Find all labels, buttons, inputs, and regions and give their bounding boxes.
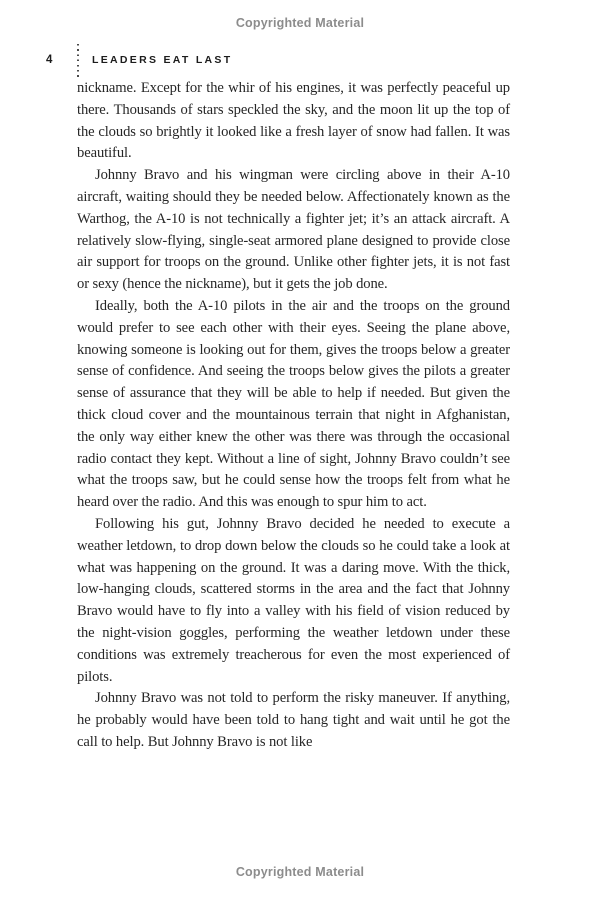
running-title: LEADERS EAT LAST [92,54,233,66]
paragraph: Following his gut, Johnny Bravo decided he needed to execute a weather letdown, to drop down below the clouds so he could take a look at what was happening on the ground. It was a daring move. With the thick, low-hanging clouds, scattered storms in the area and the fact that Johnny Bravo would have to fly into a valley with his field of vision reduced by the night-vision goggles, performing the weather letdown under these conditions was extremely treacherous for even the most experienced of pilots. [77,515,510,685]
dotted-divider [77,44,79,77]
body-text [77,78,510,754]
paragraph: Johnny Bravo was not told to perform the risky maneuver. If anything, he probably would have been told to hang tight and wait until he got the call to help. But Johnny Bravo is not like [77,690,510,750]
paragraph: Ideally, both the A-10 pilots in the air and the troops on the ground would prefer to see each other with their eyes. Seeing the plane above, knowing someone is looking out for them, gives the troops below a greater sense of confidence. And seeing the troops below gives the pilots a greater sense of assurance that they will be able to help if needed. But given the thick cloud cover and the mountainous terrain that night in Afghanistan, the only way either knew the other was there was through the occasional radio contact they kept. Without a line of sight, Johnny Bravo couldn’t see what the troops saw, but he could sense how the troops felt from what he heard over the radio. And this was enough to spur him to act. [77,297,510,511]
running-header [46,42,232,78]
copyright-notice-bottom: Copyrighted Material [235,865,365,879]
paragraph: Johnny Bravo and his wingman were circling above in their A-10 aircraft, waiting should they be needed below. Affectionately known as the Warthog, the A-10 is not technically a fighter jet; it’s an attack aircraft. A relatively slow-flying, single-seat armored plane designed to provide close air support for troops on the ground. Unlike other fighter jets, it is not fast or sexy (hence the nickname), but it gets the job done. [77,167,510,293]
copyright-notice-top: Copyrighted Material [235,16,365,30]
paragraph: nickname. Except for the whir of his engines, it was perfectly peaceful up there. Thousands of stars speckled the sky, and the moon lit up the top of the clouds so brightly it looked like a fresh layer of snow had fallen. It was beautiful. [77,80,510,162]
page-number: 4 [46,54,53,66]
